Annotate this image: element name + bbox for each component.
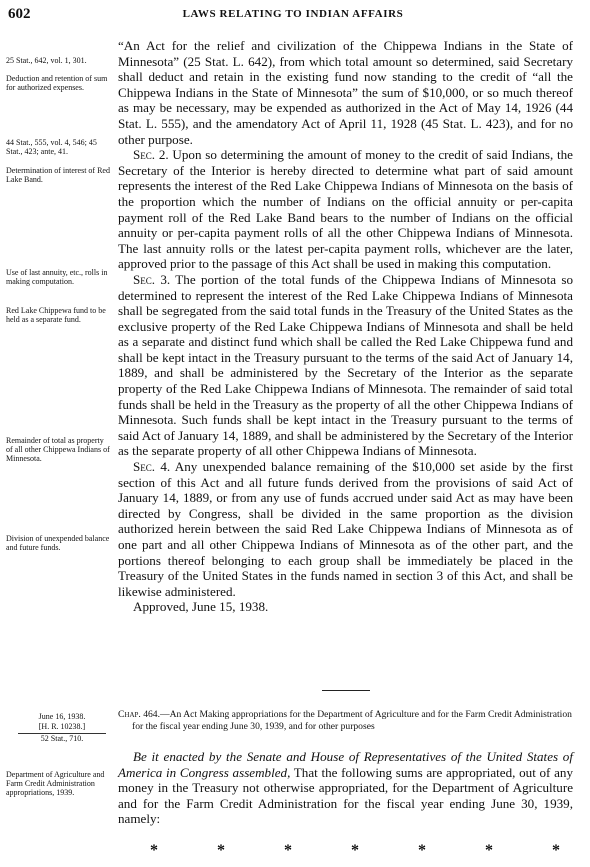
star: *: [552, 842, 560, 859]
star: *: [217, 842, 225, 859]
chapter-title: —An Act Making appropriations for the Department of Agriculture and for the Farm Credit Administration for the fiscal year ending June 30, 1939, and for other purposes: [132, 709, 572, 732]
approved-line: Approved, June 15, 1938.: [133, 599, 269, 615]
running-title: LAWS RELATING TO INDIAN AFFAIRS: [182, 8, 404, 20]
act-date: June 16, 1938.: [38, 712, 86, 721]
statute-ref: 52 Stat., 710.: [40, 734, 84, 743]
star: *: [418, 842, 426, 859]
star: *: [150, 842, 158, 859]
section-text: Upon so determining the amount of money to the credit of said Indians, the Secretary of the Interior is hereby directed to determine what part of said amount represents the interest of the Red Lake Chippewa Indians of Minnesota on the basis of the proportion which the number of Indians on the official annuity or per-capita payment roll of the Red Lake Band bears to the number of Indians on the official annuity or per-capita payment rolls of all the other Chippewa Indians of Minnesota. The last annuity rolls or the latest per-capita payment rolls, whichever are the later, approved prior to the passage of this Act shall be used in making this computation.: [118, 147, 573, 272]
margin-note: Department of Agriculture and Farm Credit Administration appropriations, 1939.: [6, 770, 105, 797]
paragraph-1: “An Act for the relief and civilization of the Chippewa Indians in the State of Minnesota” (25 Stat. L. 642), from which total amount so determined, said Secretary shall deduct and retain in the existing fund now standing to the credit of “all the Chippewa Indians in the State of Minnesota” the sum of $10,000, or so much thereof as may be necessary, may be expended as authorized in the Act of May 14, 1926 (44 Stat. L. 555), and the amendatory Act of April 11, 1928 (45 Stat. L. 423), and for no other purpose.: [118, 38, 573, 147]
margin-note: Deduction and retention of sum for authorized expenses.: [6, 74, 108, 92]
section-2: [118, 147, 573, 272]
bill-number: [H. R. 10238.]: [38, 722, 86, 731]
enacting-clause: [118, 749, 573, 827]
page-header: [8, 6, 578, 28]
section-label: Sec. 4.: [133, 459, 171, 475]
margin-note: Remainder of total as property of all other Chippewa Indians of Minnesota.: [6, 436, 110, 463]
enacting-formula: Be it enacted by the Senate and House of Representatives of the United States of America in Congress assembled,: [118, 749, 573, 780]
margin-note: 25 Stat., 642, vol. 1, 301.: [6, 56, 87, 65]
section-text: Any unexpended balance remaining of the $10,000 set aside by the first section of this Act and all future funds derived from the provisions of said Act of January 14, 1889, or from any use of funds accrued under said Act as may have been directed by Congress, shall be divided in the same proportion as the division authorized herein between the said Red Lake Chippewa Indians of Minnesota as of one part and all other Chippewa Indians of Minnesota as of the other part, and the portions thereof belonging to each group shall be immediately be placed in the Treasury of the United States in the funds named in section 3 of this Act, and shall be likewise administered.: [118, 459, 573, 599]
chapter-label: Chap. 464.: [118, 709, 160, 720]
margin-note: Determination of interest of Red Lake Band.: [6, 166, 110, 184]
section-label: Sec. 2.: [133, 147, 169, 163]
act-date-block: [12, 712, 112, 744]
section-3: [118, 272, 573, 459]
margin-note: 44 Stat., 555, vol. 4, 546; 45 Stat., 423; ante, 41.: [6, 138, 97, 156]
enacting-text: That the following sums are appropriated, out of any money in the Treasury not otherwise appropriated, for the Department of Agriculture and for the Farm Credit Administration for the fiscal year ending June 30, 1939, namely:: [118, 764, 573, 827]
page-number: 602: [8, 6, 31, 22]
star: *: [351, 842, 359, 859]
omission-stars: [150, 842, 560, 860]
margin-note: Red Lake Chippewa fund to be held as a separate fund.: [6, 306, 106, 324]
margin-note: Division of unexpended balance and future funds.: [6, 534, 110, 552]
star: *: [485, 842, 493, 859]
chapter-heading: [118, 709, 573, 733]
margin-note: Use of last annuity, etc., rolls in making computation.: [6, 268, 108, 286]
section-text: The portion of the total funds of the Chippewa Indians of Minnesota so determined to represent the interest of the Red Lake Chippewa Indians of Minnesota shall be segregated from the said total funds in the Treasury of the United States as the exclusive property of the Red Lake Chippewa Indians of Minnesota and shall be held as a separate and distinct fund which shall be called the Red Lake Chippewa fund and shall be kept intact in the Treasury pursuant to the terms of the said Act of January 14, 1889, and shall be administered by the Secretary of the Interior as the separate property of the Red Lake Chippewa Indians of Minnesota. The remainder of said total funds shall be held in the Treasury as the property of all the other Chippewa Indians of Minnesota. Such funds shall be kept intact in the Treasury pursuant to the terms of said Act of January 14, 1889, and shall be administered by the Secretary of the Interior as the separate property of all other Chippewa Indians of Minnesota.: [118, 271, 573, 459]
section-divider: [322, 690, 370, 691]
section-4: [118, 459, 573, 599]
section-label: Sec. 3.: [133, 271, 171, 287]
act-body: [118, 38, 573, 615]
star: *: [284, 842, 292, 859]
